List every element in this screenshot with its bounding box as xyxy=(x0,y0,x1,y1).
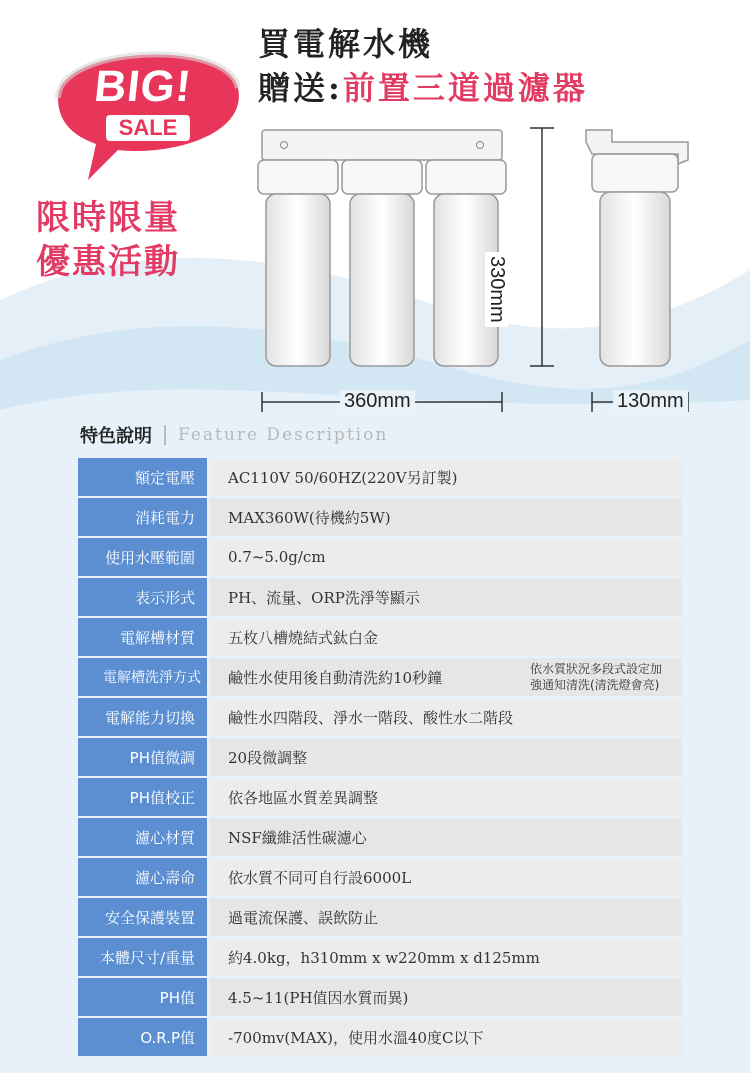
table-row xyxy=(78,578,682,616)
row-label: PH值校正 xyxy=(78,778,207,816)
row-label: 電解槽材質 xyxy=(78,618,207,656)
table-row xyxy=(78,618,682,656)
table-row xyxy=(78,978,682,1016)
row-note: 依水質狀況多段式設定加 強通知清洗(清洗燈會亮) xyxy=(529,662,662,692)
headline-prefix: 贈送: xyxy=(258,69,343,107)
headline-accent: 前置三道過濾器 xyxy=(342,69,588,107)
row-label: 電解能力切換 xyxy=(78,698,207,736)
row-label: 表示形式 xyxy=(78,578,207,616)
table-row xyxy=(78,1018,682,1056)
row-value: PH、流量、ORP洗淨等顯示 xyxy=(210,578,682,616)
filter-housing-1 xyxy=(258,160,338,366)
row-label: PH值微調 xyxy=(78,738,207,776)
table-row xyxy=(78,658,682,696)
filter-side-view xyxy=(586,130,688,366)
row-value: 20段微調整 xyxy=(210,738,682,776)
row-value: AC110V 50/60HZ(220V另訂製) xyxy=(210,458,682,496)
row-value: MAX360W(待機約5W) xyxy=(210,498,682,536)
badge-big-text: BIG! xyxy=(92,62,195,111)
table-row xyxy=(78,898,682,936)
row-label: 使用水壓範圍 xyxy=(78,538,207,576)
row-value: 鹼性水四階段、淨水一階段、酸性水二階段 xyxy=(210,698,682,736)
table-row xyxy=(78,738,682,776)
row-value: NSF纖維活性碳濾心 xyxy=(210,818,682,856)
row-value: 過電流保護、誤飲防止 xyxy=(210,898,682,936)
filter-product-illustration xyxy=(240,120,720,420)
row-value: 五枚八槽燒結式鈦白金 xyxy=(210,618,682,656)
row-label: PH值 xyxy=(78,978,207,1016)
row-value: 4.5~11(PH值因水質而異) xyxy=(210,978,682,1016)
dimension-side-width: 130mm xyxy=(613,390,688,413)
row-label: O.R.P值 xyxy=(78,1018,207,1056)
section-title-en: Feature Description xyxy=(178,425,389,445)
promo-line-1: 限時限量 xyxy=(36,198,180,238)
table-row xyxy=(78,698,682,736)
big-sale-badge xyxy=(18,18,258,186)
row-value: 約4.0kg，h310mm x w220mm x d125mm xyxy=(210,938,682,976)
badge-sale-text: SALE xyxy=(106,115,190,141)
row-value: 0.7~5.0g/cm xyxy=(210,538,682,576)
table-row xyxy=(78,858,682,896)
section-title-zh: 特色說明 xyxy=(80,426,152,447)
row-label: 額定電壓 xyxy=(78,458,207,496)
promo-line-2: 優惠活動 xyxy=(36,242,180,282)
dimension-height: 330mm xyxy=(485,252,508,327)
row-label: 本體尺寸/重量 xyxy=(78,938,207,976)
table-row xyxy=(78,538,682,576)
row-value: 鹼性水使用後自動清洗約10秒鐘 依水質狀況多段式設定加 強通知清洗(清洗燈會亮) xyxy=(210,658,682,696)
headline-line-1: 買電解水機 xyxy=(258,25,434,63)
dimension-width: 360mm xyxy=(340,390,415,413)
row-label: 濾心壽命 xyxy=(78,858,207,896)
row-value: -700mv(MAX)，使用水溫40度C以下 xyxy=(210,1018,682,1056)
row-label: 消耗電力 xyxy=(78,498,207,536)
section-title xyxy=(80,422,388,448)
headline-line-2 xyxy=(258,66,588,110)
headline xyxy=(258,22,588,110)
section-title-divider xyxy=(164,425,166,445)
row-value: 依各地區水質差異調整 xyxy=(210,778,682,816)
table-row xyxy=(78,778,682,816)
row-label: 濾心材質 xyxy=(78,818,207,856)
table-row xyxy=(78,498,682,536)
table-row xyxy=(78,458,682,496)
row-label: 電解槽洗淨方式 xyxy=(78,658,207,696)
row-value: 依水質不同可自行設6000L xyxy=(210,858,682,896)
spec-table xyxy=(78,458,682,1058)
table-row xyxy=(78,938,682,976)
table-row xyxy=(78,818,682,856)
filter-housing-2 xyxy=(342,160,422,366)
promo-text xyxy=(36,196,180,284)
row-label: 安全保護裝置 xyxy=(78,898,207,936)
